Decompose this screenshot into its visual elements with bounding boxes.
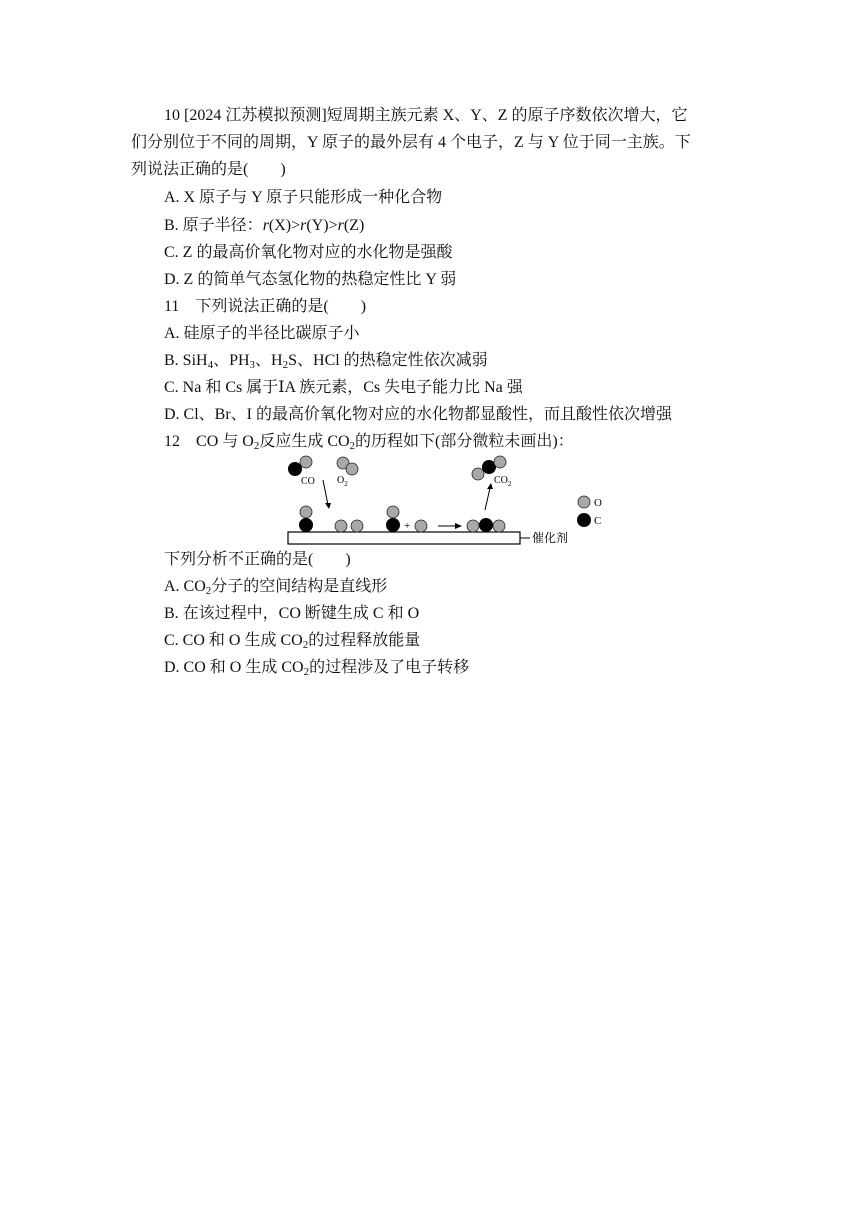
q11-b-text: 、PH [213,352,250,369]
reaction-mechanism-diagram [280,452,600,548]
catalyst-surface [288,532,520,544]
legend-carbon-label: C [594,515,602,527]
oxygen-atom [415,520,427,532]
radius-symbol: r [337,217,344,234]
q11-option-a: A. 硅原子的半径比碳原子小 [164,325,360,342]
q10-stem-text1: 短周期主族元素 X、Y、Z 的原子序数依次增大，它 [326,107,688,124]
radius-x: (X)> [268,217,301,234]
o2-label-sub: 2 [344,480,348,488]
q12-option-d [164,658,469,678]
q10-option-c: C. Z 的最高价氧化物对应的水化物是强酸 [164,244,453,261]
q12-stem [164,432,574,452]
q11-b-text: 、H [255,352,283,369]
q12-option-a [164,577,387,597]
oxygen-atom [300,456,312,468]
oxygen-atom [472,468,484,480]
carbon-atom [479,518,493,532]
co2-label-text: CO [494,475,508,486]
q10-number: 10 [164,107,180,124]
q11-option-c: C. Na 和 Cs 属于ⅠA 族元素，Cs 失电子能力比 Na 强 [164,379,523,396]
q10-option-d: D. Z 的简单气态氢化物的热稳定性比 Y 弱 [164,271,457,288]
legend-oxygen-swatch [578,496,590,508]
legend-oxygen-label: O [594,497,602,509]
oxygen-atom [493,520,505,532]
oxygen-atom [351,520,363,532]
o2-label [337,475,348,488]
q11-option-d: D. Cl、Br、I 的最高价氧化物对应的水化物都显酸性，而且酸性依次增强 [164,406,673,423]
q12-d-text: D. CO 和 O 生成 CO [164,659,304,676]
q11-number: 11 [164,298,180,315]
q12-d-text: 的过程涉及了电子转移 [309,659,470,676]
q12-c-text: C. CO 和 O 生成 CO [164,632,303,649]
q12-followup: 下列分析不正确的是( ) [164,551,351,568]
oxygen-atom [346,463,358,475]
adsorb-arrowhead [325,503,331,509]
q12-a-text: 分子的空间结构是直线形 [211,578,388,595]
radius-z: (Z) [343,217,365,234]
q11-stem [164,297,366,317]
q12-option-c [164,631,420,651]
desorb-arrowhead [487,483,493,489]
q12-stem-text: CO 与 O [196,433,254,450]
radius-symbol: r [262,217,269,234]
subscript: 2 [205,585,212,597]
radius-symbol: r [300,217,307,234]
q10-source: [2024 江苏模拟预测] [184,107,327,124]
q12-stem-text: 的历程如下(部分微粒未画出)： [355,433,574,450]
oxygen-atom [494,456,506,468]
oxygen-atom [300,506,312,518]
carbon-atom [288,462,302,476]
subscript: 2 [253,440,260,452]
subscript: 2 [349,440,356,452]
subscript: 2 [303,666,310,678]
co2-label [494,475,512,488]
q12-a-text: A. CO [164,578,206,595]
q11-b-text: S、HCl 的热稳定性依次减弱 [288,352,488,369]
desorb-arrow [485,488,490,510]
q10-stem-line2: 们分别位于不同的周期，Y 原子的最外层有 4 个电子，Z 与 Y 位于同一主族。下 [131,134,691,151]
legend-carbon-swatch [577,513,591,527]
q11-b-text: B. SiH [164,352,208,369]
q11-option-b [164,351,488,371]
carbon-atom [386,518,400,532]
q11-stem-text: 下列说法正确的是( ) [195,298,367,315]
plus-sign: + [404,520,411,532]
adsorb-arrow [323,480,328,505]
q10-option-b [164,216,364,236]
oxygen-atom [335,520,347,532]
radius-y: (Y)> [306,217,338,234]
q10-option-b-prefix: B. 原子半径： [164,217,263,234]
q10-stem-line3: 列说法正确的是( ) [131,161,286,178]
reaction-arrowhead [455,523,462,529]
subscript: 2 [282,359,289,371]
q12-stem-text: 反应生成 CO [259,433,350,450]
q10-stem-line1 [164,106,688,126]
catalyst-label: 催化剂 [532,531,569,545]
subscript: 2 [302,639,309,651]
q12-number: 12 [164,433,180,450]
o2-label-text: O [337,475,345,486]
subscript: 4 [207,359,214,371]
oxygen-atom [387,506,399,518]
q10-option-a: A. X 原子与 Y 原子只能形成一种化合物 [164,189,443,206]
subscript: 3 [249,359,256,371]
oxygen-atom [467,520,479,532]
q12-option-b: B. 在该过程中，CO 断键生成 C 和 O [164,605,420,622]
co2-label-sub: 2 [507,480,512,488]
co-label: CO [301,476,315,487]
q12-c-text: 的过程释放能量 [308,632,421,649]
carbon-atom [299,518,313,532]
